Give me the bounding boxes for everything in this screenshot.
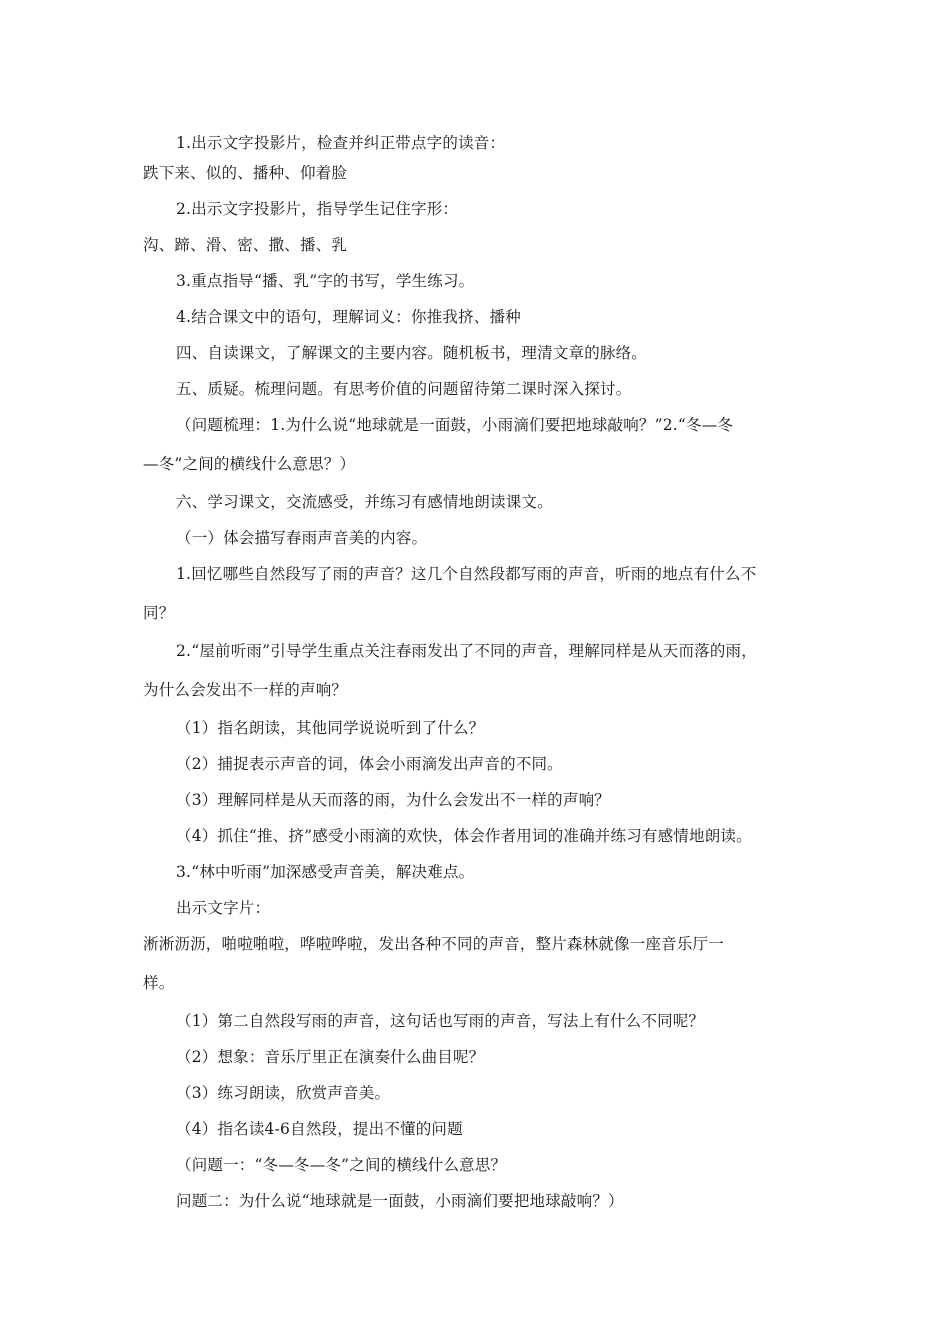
paragraph-line: 跌下来、似的、播种、仰着脸 [143,164,348,182]
paragraph-line: （3）理解同样是从天而落的雨，为什么会发出不一样的声响？ [176,791,610,809]
paragraph-line: （1）第二自然段写雨的声音，这句话也写雨的声音，写法上有什么不同呢？ [176,1012,705,1030]
paragraph-line: 问题二：为什么说“地球就是一面鼓，小雨滴们要把地球敲响？） [176,1192,624,1210]
paragraph-line: （一）体会描写春雨声音美的内容。 [176,529,428,547]
paragraph-line: 2.出示文字投影片，指导学生记住字形： [176,200,459,218]
paragraph-line: （3）练习朗读，欣赏声音美。 [176,1084,391,1102]
paragraph-line: 3.“林中听雨”加深感受声音美，解决难点。 [176,863,475,881]
paragraph-line: 沟、蹄、滑、密、撒、播、乳 [143,236,348,254]
paragraph-line: 淅淅沥沥，啪啦啪啦，哗啦哗啦，发出各种不同的声音，整片森林就像一座音乐厅一 [143,935,724,953]
paragraph-line: （1）指名朗读，其他同学说说听到了什么？ [176,719,485,737]
paragraph-line: 五、质疑。梳理问题。有思考价值的问题留待第二课时深入探讨。 [176,380,632,398]
paragraph-line: 2.“屋前听雨”引导学生重点关注春雨发出了不同的声音，理解同样是从天而落的雨， [176,642,757,660]
paragraph-line: 1.出示文字投影片，检查并纠正带点字的读音： [176,134,506,152]
paragraph-line: （问题梳理：1.为什么说“地球就是一面鼓，小雨滴们要把地球敲响？”2.“冬—冬 [176,416,734,434]
paragraph-line: 4.结合课文中的语句，理解词义：你推我挤、播种 [176,308,521,326]
paragraph-line: （2）捕捉表示声音的词，体会小雨滴发出声音的不同。 [176,755,563,773]
paragraph-line: 出示文字片： [176,899,271,917]
paragraph-line: （2）想象：音乐厅里正在演奏什么曲目呢？ [176,1048,485,1066]
paragraph-line: 同？ [143,604,175,622]
paragraph-line: 四、自读课文，了解课文的主要内容。随机板书，理清文章的脉络。 [176,344,648,362]
paragraph-line: 3.重点指导“播、乳”字的书写，学生练习。 [176,272,475,290]
paragraph-line: 为什么会发出不一样的声响？ [143,681,348,699]
paragraph-line: （4）指名读4-6自然段，提出不懂的问题 [176,1120,463,1138]
paragraph-line: 样。 [143,974,175,992]
paragraph-line: （问题一：“冬—冬—冬”之间的横线什么意思？ [176,1156,507,1174]
paragraph-line: —冬”之间的横线什么意思？） [143,455,356,473]
paragraph-line: （4）抓住“推、挤”感受小雨滴的欢快，体会作者用词的准确并练习有感情地朗读。 [176,827,752,845]
paragraph-line: 1.回忆哪些自然段写了雨的声音？这几个自然段都写雨的声音，听雨的地点有什么不 [176,565,757,583]
paragraph-line: 六、学习课文，交流感受，并练习有感情地朗读课文。 [176,493,553,511]
